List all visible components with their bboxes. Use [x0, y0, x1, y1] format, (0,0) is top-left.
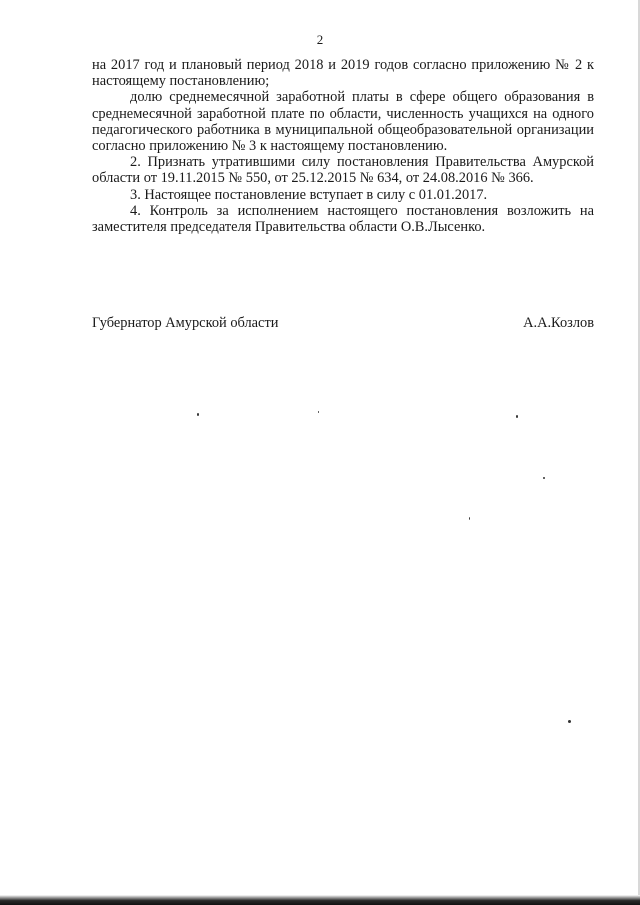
scan-speck — [568, 720, 571, 723]
paragraph: 3. Настоящее постановление вступает в силу с 01.01.2017. — [130, 186, 488, 203]
signature-block — [92, 315, 594, 332]
scan-speck — [516, 415, 518, 418]
scan-bottom-edge — [0, 895, 640, 905]
page-number: 2 — [316, 32, 324, 47]
paragraph: долю среднемесячной заработной платы в сфере общего образования в среднемесячной заработной плате по области, численность учащихся на одного педагогического работника в муниципальной общеобразовательной организации согласно приложению № 3 к настоящему постановлению. — [92, 89, 594, 155]
signatory-position: Губернатор Амурской области — [92, 315, 279, 331]
scan-speck — [318, 411, 319, 413]
scan-speck — [197, 413, 199, 416]
paragraph: на 2017 год и плановый период 2018 и 2019 годов согласно приложению № 2 к настоящему постановлению; — [92, 57, 594, 90]
paragraph: 4. Контроль за исполнением настоящего постановления возложить на заместителя председателя Правительства области О.В.Лысенко. — [92, 202, 594, 236]
signatory-name: А.А.Козлов — [523, 315, 594, 331]
paragraph: 2. Признать утратившими силу постановления Правительства Амурской области от 19.11.2015 № 550, от 25.12.2015 № 634, от 24.08.2016 № 366. — [92, 154, 594, 187]
document-body — [92, 57, 594, 235]
scan-speck — [469, 517, 470, 520]
scan-speck — [543, 477, 545, 479]
